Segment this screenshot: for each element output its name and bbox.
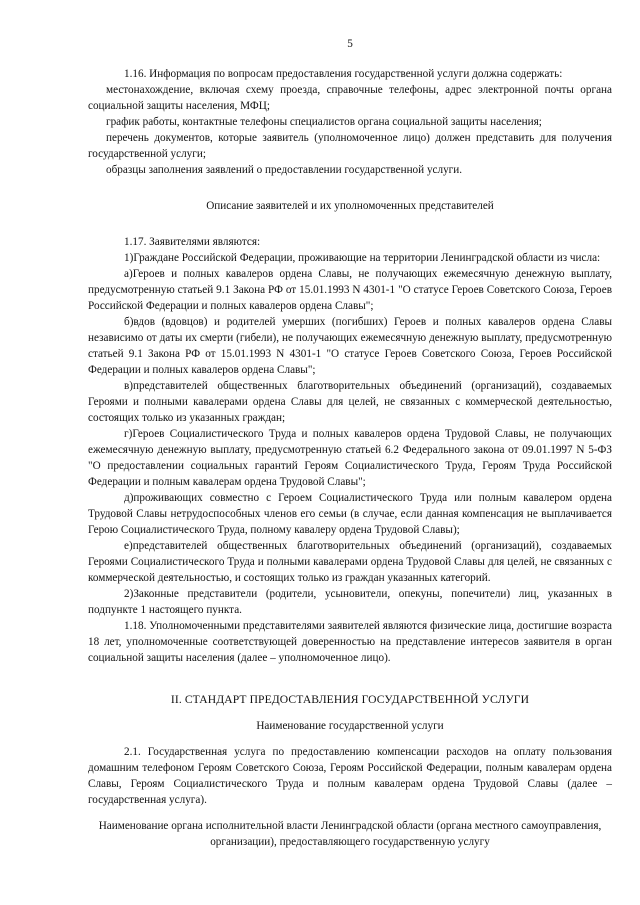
chapter-2-title: II. СТАНДАРТ ПРЕДОСТАВЛЕНИЯ ГОСУДАРСТВЕННОЙ УСЛУГИ (170, 693, 530, 706)
section-1-16-item: местонахождение, включая схему проезда, справочные телефоны, адрес электронной почты органа социальной защиты населения, МФЦ; (88, 84, 612, 112)
section-1-16-item: образцы заполнения заявлений о предоставлении государственной услуги. (106, 164, 463, 176)
section-1-17-subitem: д)проживающих совместно с Героем Социалистического Труда или полным кавалером ордена Трудовой Славы нетрудоспособных членов его семьи (в случае, если данная компенсация не выплачивается Герою Социалистического Труда, полному кавалеру ордена Трудовой Славы); (88, 492, 612, 536)
authority-heading: Наименование органа исполнительной власти Ленинградской области (органа местного самоуправления, организации), предоставляющего государственную услугу (98, 820, 602, 848)
section-1-17-intro: 1.17. Заявителями являются: (124, 236, 261, 248)
service-name-heading: Наименование государственной услуги (256, 720, 444, 732)
page-number: 5 (347, 38, 353, 50)
section-1-17-subitem: в)представителей общественных благотворительных объединений (организаций), создаваемых Героями и полными кавалерами ордена Славы для целей, не связанных с коммерческой деятельностью, состоящих только из указанных граждан; (88, 380, 612, 424)
section-1-17-subitem: г)Героев Социалистического Труда и полных кавалеров ордена Трудовой Славы, не получающих ежемесячную денежную выплату, предусмотренную статьей 6.2 Федерального закона от 09.01.1997 N 5-ФЗ "О предоставлении социальных гарантий Героям Социалистического Труда, Героям Труда Российской Федерации и полным кавалерам ордена Трудовой Славы"; (88, 428, 612, 488)
section-1-17-item-1: 1)Граждане Российской Федерации, проживающие на территории Ленинградской области из числа: (124, 252, 601, 264)
section-1-17-item-2: 2)Законные представители (родители, усыновители, опекуны, попечители) лиц, указанных в подпункте 1 настоящего пункта. (88, 588, 612, 616)
section-1-17-subitem: б)вдов (вдовцов) и родителей умерших (погибших) Героев и полных кавалеров ордена Славы независимо от даты их смерти (гибели), не получающих ежемесячную денежную выплату, предусмотренную статьей 9.1 Закона РФ от 15.01.1993 N 4301-1 "О статусе Героев Советского Союза, Героев Российской Федерации и полных кавалеров ордена Славы"; (88, 316, 612, 376)
section-1-18: 1.18. Уполномоченными представителями заявителей являются физические лица, достигшие возраста 18 лет, уполномоченные соответствующей доверенностью на представление интересов заявителя в орган социальной защиты населения (далее – уполномоченное лицо). (88, 620, 612, 664)
section-1-16-item: график работы, контактные телефоны специалистов органа социальной защиты населения; (106, 116, 542, 128)
section-1-16-item: перечень документов, которые заявитель (уполномоченное лицо) должен представить для получения государственной услуги; (88, 132, 612, 160)
section-1-16-intro: 1.16. Информация по вопросам предоставления государственной услуги должна содержать: (124, 68, 563, 80)
section-1-16 (88, 66, 612, 178)
section-2-1: 2.1. Государственная услуга по предоставлению компенсации расходов на оплату пользования домашним телефоном Героям Советского Союза, Героям Российской Федерации, полным кавалерам ордена Славы, Героям Социалистического Труда и полным кавалерам ордена Трудовой Славы (далее – государственная услуга). (88, 746, 612, 806)
section-1-17-subitem: е)представителей общественных благотворительных объединений (организаций), создаваемых Героями Социалистического Труда и полными кавалерами ордена Трудовой Славы для целей, не связанных с коммерческой деятельностью, и состоящих только из граждан указанных категорий. (88, 540, 612, 584)
section-1-17 (88, 234, 612, 618)
section-1-17-subitem: а)Героев и полных кавалеров ордена Славы, не получающих ежемесячную денежную выплату, предусмотренную статьей 9.1 Закона РФ от 15.01.1993 N 4301-1 "О статусе Героев Советского Союза, Героев Российской Федерации и полных кавалеров ордена Славы"; (88, 268, 612, 312)
applicants-heading: Описание заявителей и их уполномоченных представителей (206, 200, 494, 212)
